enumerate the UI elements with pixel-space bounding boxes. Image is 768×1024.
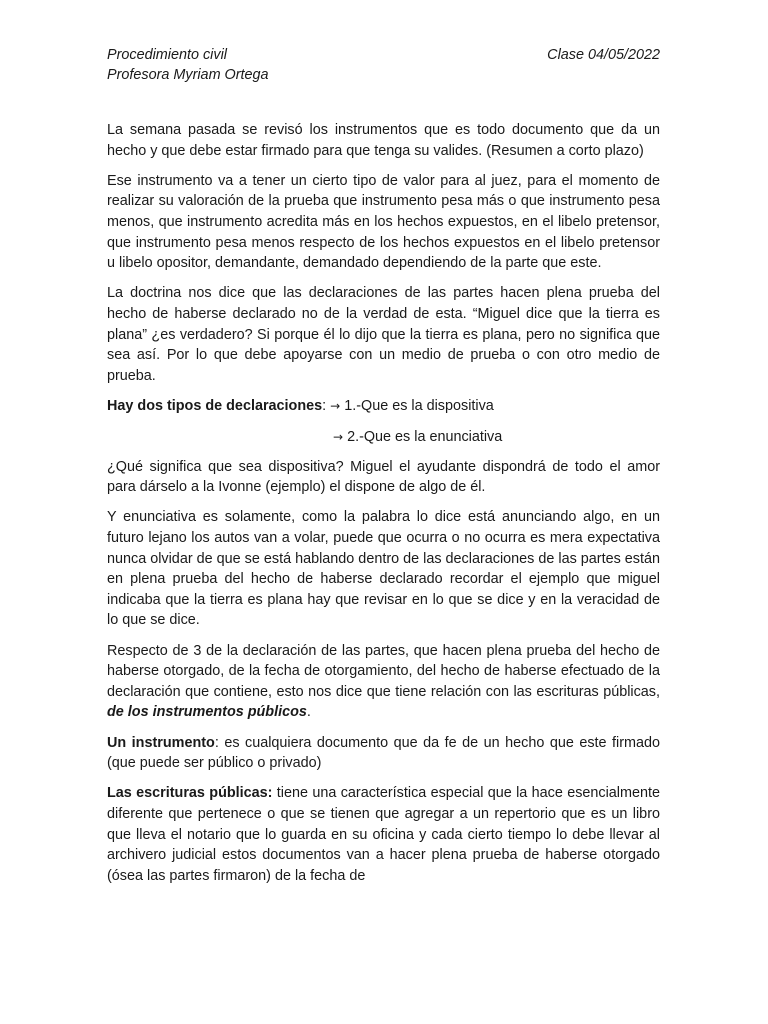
class-date: Clase 04/05/2022 — [547, 47, 660, 63]
paragraph-3: La doctrina nos dice que las declaraciones de las partes hacen plena prueba del hecho de haberse declarado no de la verdad de esta. “Miguel dice que la tierra es plana” ¿es verdadero? Si porque él lo dijo que la tierra es plana, pero no significa que sea así. Por lo que debe apoyarse con un medio de prueba o con otro medio de prueba. — [107, 285, 660, 384]
paragraph-7 — [107, 733, 660, 774]
course-title: Procedimiento civil — [107, 47, 227, 63]
paragraph-7-term: Un instrumento — [107, 734, 215, 751]
declaration-type-2: 2.-Que es la enunciativa — [347, 428, 503, 445]
declaration-types — [107, 396, 660, 447]
declaration-type-2-line — [107, 427, 660, 448]
paragraph-6-emphasis: de los instrumentos públicos — [107, 704, 307, 721]
professor-name: Profesora Myriam Ortega — [107, 67, 269, 83]
paragraph-8-text: tiene una característica especial que la hace esencialmente diferente que pertenece o que se tienen que agregar a un repertorio que es un libro que lleva el notario que lo guarda en su oficina y cada cierto tiempo lo debe llevar al archivero judicial estos documentos van a hacer plena prueba de haberse otorgado (ósea las partes firmaron) de la fecha de — [107, 785, 660, 884]
declaration-type-1: 1.-Que es la dispositiva — [344, 397, 494, 414]
paragraph-4: ¿Qué significa que sea dispositiva? Miguel el ayudante dispondrá de todo el amor para dárselo a la Ivonne (ejemplo) el dispone de algo de él. — [107, 458, 660, 496]
paragraph-8-term: Las escrituras públicas: — [107, 785, 273, 802]
paragraph-6-text: Respecto de 3 de la declaración de las partes, que hacen plena prueba del hecho de haberse otorgado, de la fecha de otorgamiento, del hecho de haberse efectuado de la declaración que contiene, esto nos dice que tiene relación con las escrituras públicas, — [107, 642, 660, 700]
paragraph-2: Ese instrumento va a tener un cierto tipo de valor para al juez, para el momento de realizar su valoración de la prueba que instrumento pesa más o que instrumento pesa menos, que instrumento acredita más en los hechos expuestos, en el libelo pretensor, que instrumento pesa menos respecto de los hechos expuestos en el libelo pretensor u libelo opositor, demandante, demandado dependiendo de la parte que este. — [107, 172, 660, 272]
document-body — [107, 120, 660, 896]
paragraph-7-text: : es cualquiera documento que da fe de un hecho que este firmado (que puede ser público o privado) — [107, 734, 660, 772]
paragraph-8 — [107, 783, 660, 886]
paragraph-6 — [107, 641, 660, 723]
paragraph-5: Y enunciativa es solamente, como la palabra lo dice está anunciando algo, en un futuro lejano los autos van a volar, puede que ocurra o no ocurra es mera expectativa nunca olvidar de que se está hablando dentro de las declaraciones de las partes están en plena prueba del hecho de haberse declarado recordar el ejemplo que miguel indicaba que la tierra es plana hay que revisar en lo que se dice y en la veracidad de lo que se dice. — [107, 509, 660, 629]
arrow-right-icon: → — [333, 429, 344, 444]
document-header — [107, 45, 660, 85]
types-colon: : — [322, 397, 327, 414]
arrow-right-icon: → — [330, 398, 341, 413]
paragraph-6-end: . — [306, 704, 311, 721]
paragraph-1: La semana pasada se revisó los instrumentos que es todo documento que da un hecho y que debe estar firmado para que tenga su valides. (Resumen a corto plazo) — [107, 122, 660, 159]
declaration-type-1-line — [107, 396, 660, 417]
types-heading: Hay dos tipos de declaraciones — [107, 397, 323, 414]
